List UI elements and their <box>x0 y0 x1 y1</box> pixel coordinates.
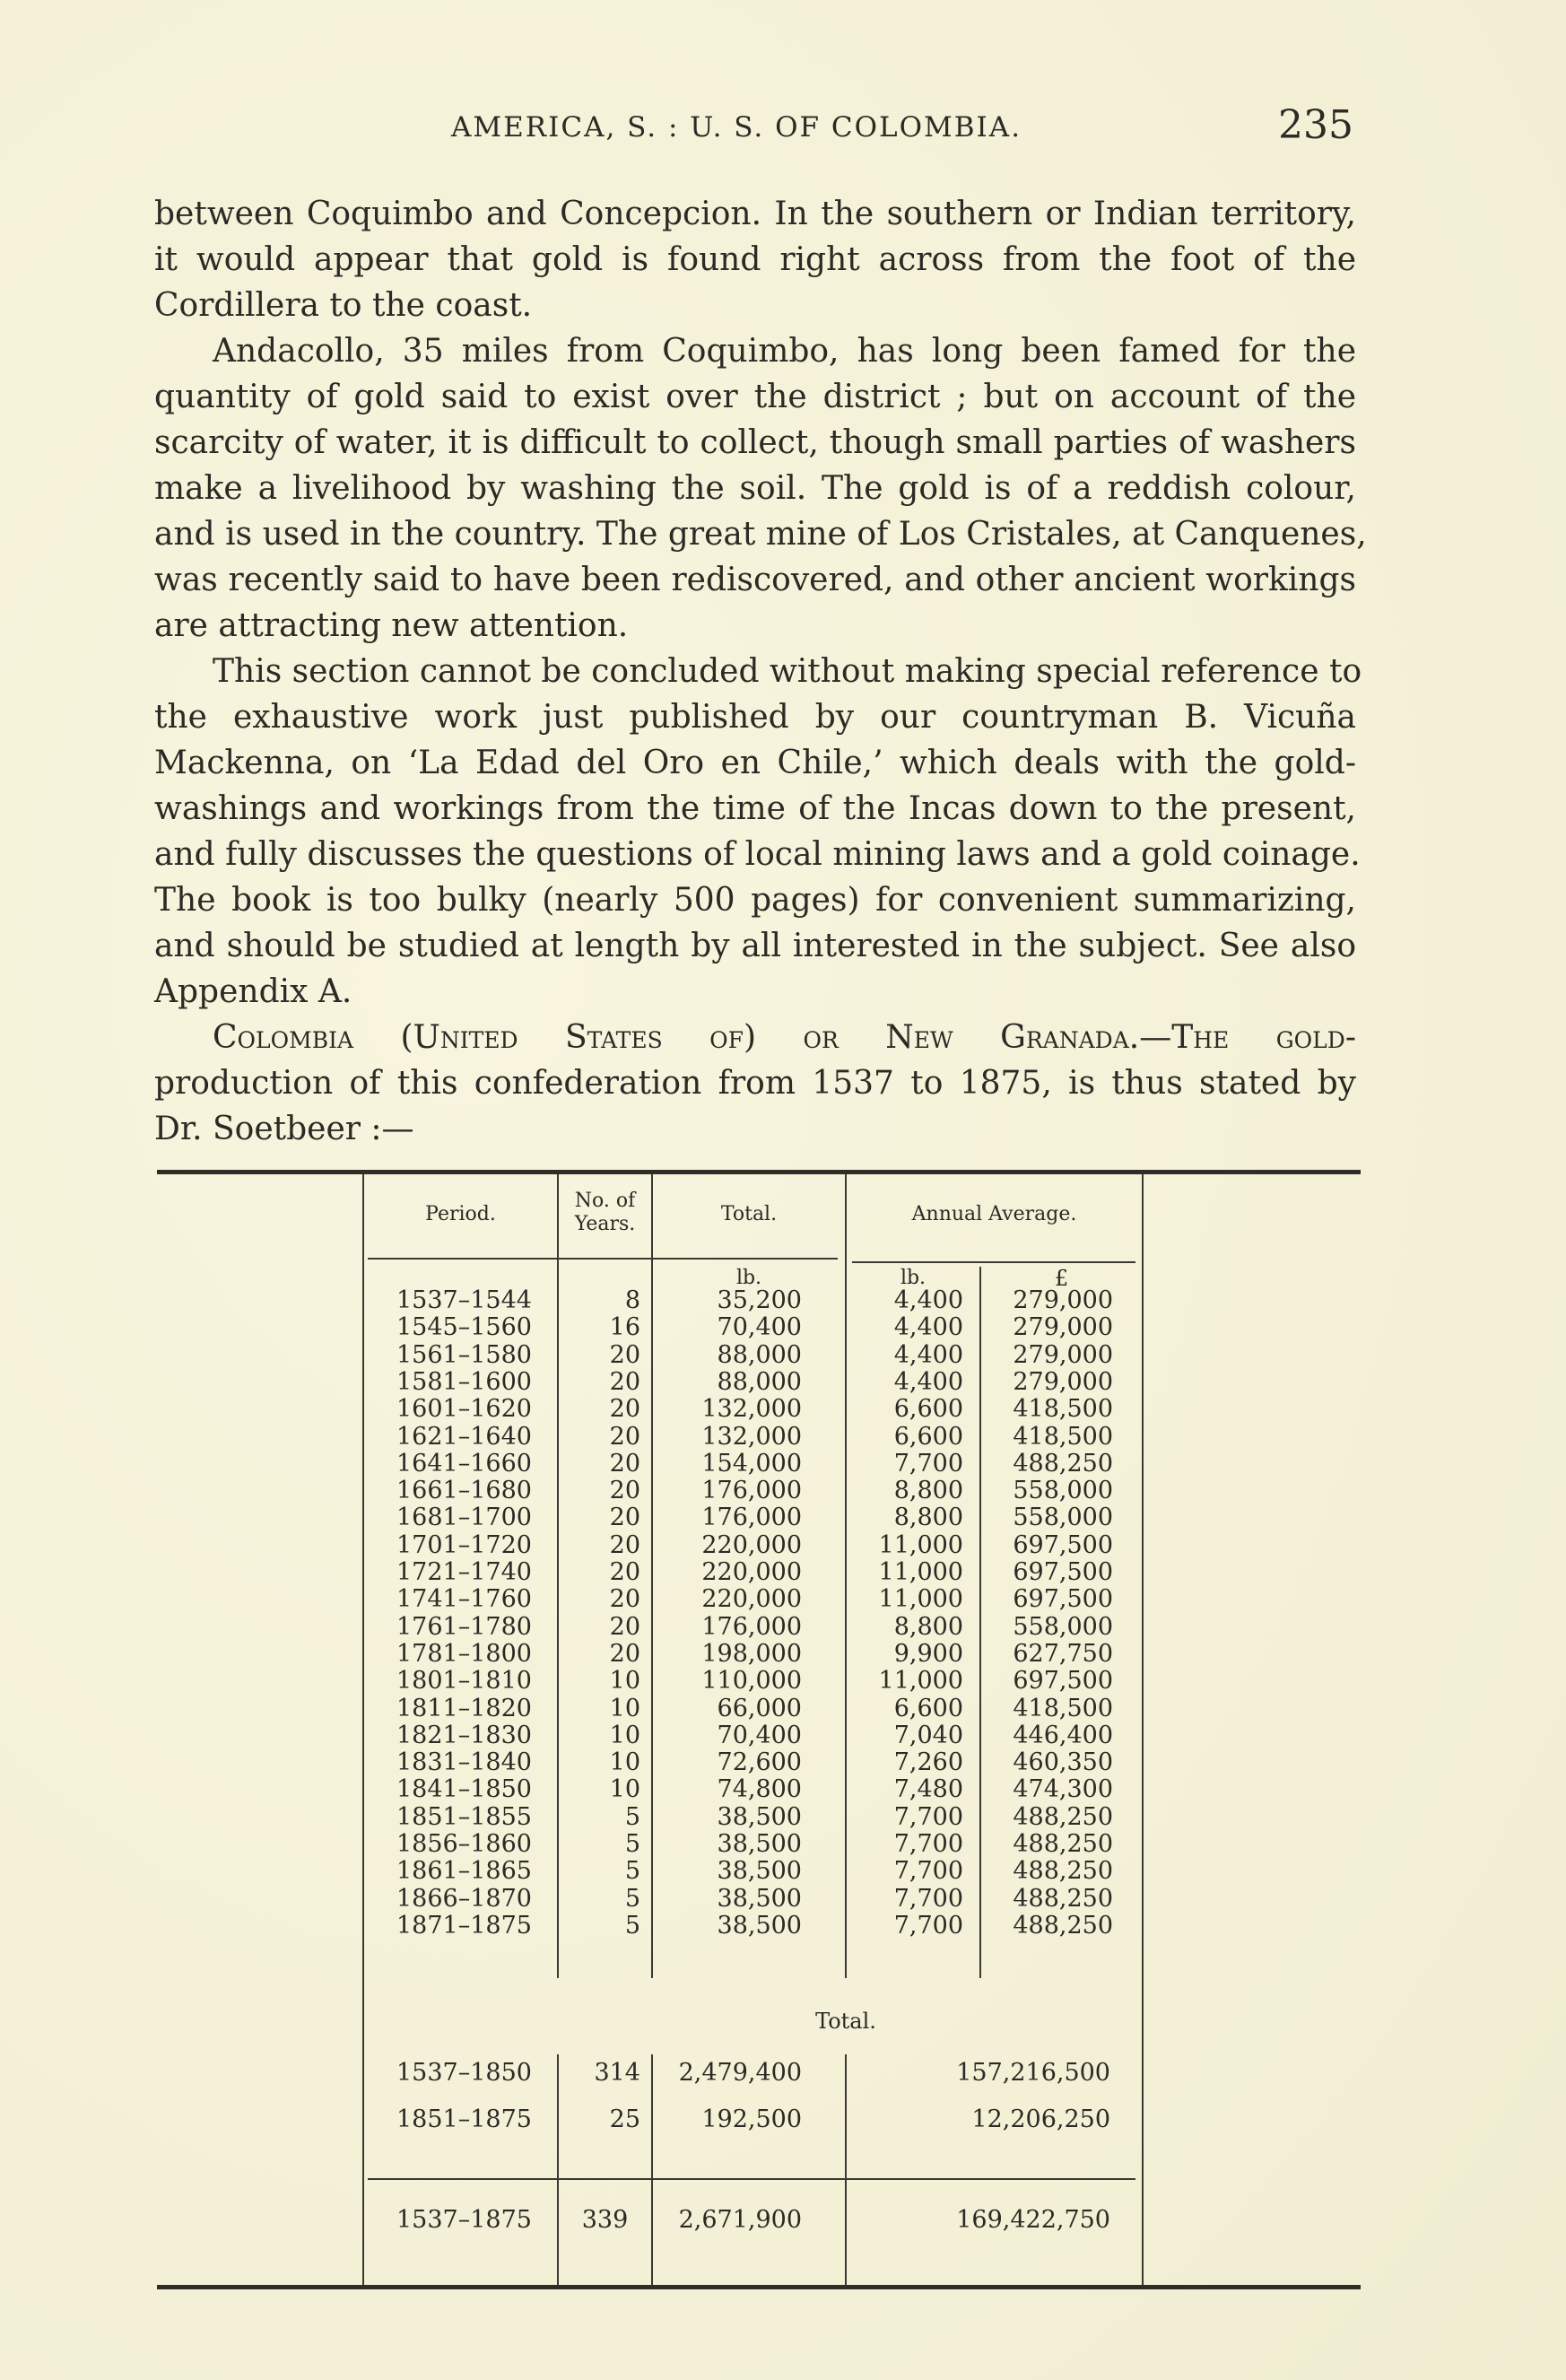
cell-total: 220,000 <box>701 1558 802 1586</box>
cell-total: 176,000 <box>701 1613 802 1641</box>
text-line: between Coquimbo and Concepcion. In the southern or Indian territory, <box>154 196 1356 232</box>
cell-years: 5 <box>624 1885 640 1913</box>
cell-period: 1861–1865 <box>396 1857 532 1885</box>
subtotal-total: 192,500 <box>701 2105 802 2133</box>
subtotal-years: 25 <box>609 2105 640 2133</box>
cell-total: 38,500 <box>717 1885 802 1913</box>
cell-period: 1801–1810 <box>396 1667 532 1695</box>
cell-period: 1537–1544 <box>396 1286 532 1314</box>
cell-total: 38,500 <box>717 1830 802 1858</box>
cell-avg-lb: 11,000 <box>878 1667 963 1695</box>
header-underline <box>852 1261 1135 1263</box>
cell-period: 1661–1680 <box>396 1477 532 1504</box>
cell-period: 1866–1870 <box>396 1885 532 1913</box>
cell-total: 70,400 <box>717 1313 802 1341</box>
grand-total-years: 339 <box>581 2206 629 2234</box>
subtotal-total: 2,479,400 <box>678 2059 802 2087</box>
cell-period: 1856–1860 <box>396 1830 532 1858</box>
cell-total: 38,500 <box>717 1857 802 1885</box>
cell-avg-gbp: 446,400 <box>1013 1722 1113 1749</box>
column-divider <box>651 2054 653 2285</box>
cell-years: 10 <box>609 1667 640 1695</box>
cell-period: 1601–1620 <box>396 1395 532 1423</box>
cell-avg-gbp: 279,000 <box>1013 1341 1113 1369</box>
unit-avg-gbp: £ <box>1054 1266 1069 1291</box>
text-line: production of this confederation from 1537 to 1875, is thus stated by <box>154 1065 1356 1102</box>
cell-period: 1545–1560 <box>396 1313 532 1341</box>
running-head-title: AMERICA, S. : U. S. OF COLOMBIA. <box>451 111 1022 144</box>
table-bottom-rule <box>157 2285 1361 2289</box>
cell-years: 8 <box>624 1286 640 1314</box>
cell-period: 1851–1855 <box>396 1803 532 1831</box>
column-divider <box>979 1267 981 1978</box>
cell-avg-gbp: 697,500 <box>1013 1667 1113 1695</box>
cell-avg-lb: 7,700 <box>893 1803 963 1831</box>
cell-total: 220,000 <box>701 1585 802 1613</box>
cell-avg-gbp: 488,250 <box>1013 1885 1113 1913</box>
cell-total: 38,500 <box>717 1912 802 1940</box>
page-number: 235 <box>1278 102 1353 148</box>
text-line: Mackenna, on ‘La Edad del Oro en Chile,’ which deals with the gold- <box>154 745 1356 781</box>
cell-avg-gbp: 697,500 <box>1013 1531 1113 1559</box>
cell-years: 10 <box>609 1722 640 1749</box>
table-left-border <box>362 1174 364 2285</box>
text-line: Dr. Soetbeer :— <box>154 1111 414 1147</box>
cell-period: 1621–1640 <box>396 1423 532 1451</box>
cell-avg-gbp: 697,500 <box>1013 1558 1113 1586</box>
cell-period: 1841–1850 <box>396 1775 532 1803</box>
cell-total: 198,000 <box>701 1640 802 1668</box>
cell-years: 20 <box>609 1640 640 1668</box>
cell-years: 10 <box>609 1748 640 1776</box>
cell-avg-gbp: 488,250 <box>1013 1830 1113 1858</box>
cell-avg-lb: 11,000 <box>878 1558 963 1586</box>
cell-avg-gbp: 279,000 <box>1013 1286 1113 1314</box>
grand-total-total: 2,671,900 <box>678 2206 802 2234</box>
text-line: The book is too bulky (nearly 500 pages) for convenient summarizing, <box>154 882 1356 919</box>
header-annual-average: Annual Average. <box>911 1203 1077 1225</box>
cell-years: 5 <box>624 1857 640 1885</box>
cell-period: 1871–1875 <box>396 1912 532 1940</box>
cell-avg-gbp: 279,000 <box>1013 1313 1113 1341</box>
section-heading-line: Colombia (United States of) or New Granada.—The gold- <box>213 1019 1356 1056</box>
subtotal-gbp: 157,216,500 <box>956 2059 1110 2087</box>
cell-total: 70,400 <box>717 1722 802 1749</box>
cell-period: 1721–1740 <box>396 1558 532 1586</box>
cell-avg-lb: 7,700 <box>893 1857 963 1885</box>
cell-avg-gbp: 697,500 <box>1013 1585 1113 1613</box>
header-total: Total. <box>720 1203 778 1225</box>
text-line: Andacollo, 35 miles from Coquimbo, has long been famed for the <box>213 333 1356 370</box>
cell-avg-gbp: 627,750 <box>1013 1640 1113 1668</box>
cell-years: 5 <box>624 1830 640 1858</box>
header-period: Period. <box>425 1203 496 1225</box>
cell-avg-gbp: 488,250 <box>1013 1857 1113 1885</box>
cell-avg-lb: 7,040 <box>893 1722 963 1749</box>
subtotal-period: 1851–1875 <box>396 2105 532 2133</box>
cell-period: 1641–1660 <box>396 1450 532 1478</box>
text-line: scarcity of water, it is difficult to collect, though small parties of washers <box>154 424 1356 461</box>
cell-avg-gbp: 418,500 <box>1013 1423 1113 1451</box>
cell-avg-lb: 4,400 <box>893 1341 963 1369</box>
text-line: and should be studied at length by all interested in the subject. See also <box>154 928 1356 964</box>
cell-total: 132,000 <box>701 1423 802 1451</box>
cell-avg-gbp: 488,250 <box>1013 1912 1113 1940</box>
cell-years: 20 <box>609 1341 640 1369</box>
cell-total: 66,000 <box>717 1695 802 1722</box>
cell-years: 20 <box>609 1585 640 1613</box>
cell-avg-gbp: 558,000 <box>1013 1613 1113 1641</box>
cell-avg-lb: 8,800 <box>893 1504 963 1531</box>
column-divider <box>651 1174 653 1978</box>
cell-avg-lb: 4,400 <box>893 1368 963 1396</box>
cell-period: 1761–1780 <box>396 1613 532 1641</box>
column-divider <box>845 2054 847 2285</box>
cell-avg-lb: 8,800 <box>893 1613 963 1641</box>
cell-period: 1811–1820 <box>396 1695 532 1722</box>
grand-total-period: 1537–1875 <box>396 2206 532 2234</box>
text-line: quantity of gold said to exist over the district ; but on account of the <box>154 379 1356 415</box>
cell-total: 88,000 <box>717 1368 802 1396</box>
totals-separator <box>368 2178 1135 2180</box>
text-line: washings and workings from the time of the Incas down to the present, <box>154 790 1356 827</box>
cell-avg-gbp: 418,500 <box>1013 1395 1113 1423</box>
cell-years: 20 <box>609 1477 640 1504</box>
subtotal-gbp: 12,206,250 <box>971 2105 1110 2133</box>
cell-period: 1821–1830 <box>396 1722 532 1749</box>
table-right-border <box>1142 1174 1144 2285</box>
cell-avg-lb: 7,700 <box>893 1830 963 1858</box>
cell-years: 10 <box>609 1775 640 1803</box>
column-divider <box>557 1174 559 1978</box>
cell-avg-gbp: 488,250 <box>1013 1803 1113 1831</box>
cell-avg-gbp: 488,250 <box>1013 1450 1113 1478</box>
cell-years: 20 <box>609 1504 640 1531</box>
cell-avg-lb: 7,480 <box>893 1775 963 1803</box>
cell-avg-lb: 7,700 <box>893 1885 963 1913</box>
cell-total: 132,000 <box>701 1395 802 1423</box>
cell-avg-gbp: 460,350 <box>1013 1748 1113 1776</box>
cell-years: 20 <box>609 1531 640 1559</box>
header-years-line2: Years. <box>574 1213 636 1235</box>
cell-avg-lb: 4,400 <box>893 1313 963 1341</box>
cell-avg-lb: 7,700 <box>893 1912 963 1940</box>
table-top-rule <box>157 1170 1361 1174</box>
cell-total: 88,000 <box>717 1341 802 1369</box>
cell-years: 10 <box>609 1695 640 1722</box>
cell-period: 1561–1580 <box>396 1341 532 1369</box>
cell-period: 1741–1760 <box>396 1585 532 1613</box>
cell-avg-lb: 4,400 <box>893 1286 963 1314</box>
text-line: are attracting new attention. <box>154 607 629 644</box>
cell-avg-lb: 6,600 <box>893 1695 963 1722</box>
cell-years: 20 <box>609 1558 640 1586</box>
cell-avg-lb: 6,600 <box>893 1423 963 1451</box>
text-line: Cordillera to the coast. <box>154 287 533 324</box>
cell-period: 1581–1600 <box>396 1368 532 1396</box>
text-line: This section cannot be concluded without making special reference to <box>213 653 1362 690</box>
cell-years: 20 <box>609 1423 640 1451</box>
cell-avg-gbp: 418,500 <box>1013 1695 1113 1722</box>
cell-period: 1681–1700 <box>396 1504 532 1531</box>
column-divider <box>557 2054 559 2285</box>
cell-years: 5 <box>624 1912 640 1940</box>
text-line: the exhaustive work just published by our countryman B. Vicuña <box>154 699 1356 736</box>
cell-avg-lb: 9,900 <box>893 1640 963 1668</box>
cell-period: 1781–1800 <box>396 1640 532 1668</box>
unit-avg-lb: lb. <box>900 1267 927 1289</box>
cell-avg-lb: 7,700 <box>893 1450 963 1478</box>
cell-total: 176,000 <box>701 1504 802 1531</box>
header-underline <box>368 1258 838 1260</box>
cell-avg-lb: 11,000 <box>878 1585 963 1613</box>
cell-total: 110,000 <box>701 1667 802 1695</box>
cell-period: 1701–1720 <box>396 1531 532 1559</box>
subtotal-period: 1537–1850 <box>396 2059 532 2087</box>
text-line: and fully discusses the questions of local mining laws and a gold coinage. <box>154 836 1361 873</box>
cell-total: 35,200 <box>717 1286 802 1314</box>
cell-avg-lb: 6,600 <box>893 1395 963 1423</box>
cell-total: 220,000 <box>701 1531 802 1559</box>
cell-avg-gbp: 558,000 <box>1013 1504 1113 1531</box>
cell-years: 20 <box>609 1368 640 1396</box>
cell-avg-lb: 11,000 <box>878 1531 963 1559</box>
cell-total: 72,600 <box>717 1748 802 1776</box>
unit-total-lb: lb. <box>735 1267 762 1289</box>
totals-label: Total. <box>815 2009 876 2034</box>
text-line: was recently said to have been rediscovered, and other ancient workings <box>154 562 1356 598</box>
text-line: make a livelihood by washing the soil. The gold is of a reddish colour, <box>154 470 1356 507</box>
cell-avg-gbp: 558,000 <box>1013 1477 1113 1504</box>
cell-years: 20 <box>609 1613 640 1641</box>
column-divider <box>845 1174 847 1978</box>
cell-total: 154,000 <box>701 1450 802 1478</box>
text-line: and is used in the country. The great mine of Los Cristales, at Canquenes, <box>154 516 1367 553</box>
grand-total-gbp: 169,422,750 <box>956 2206 1110 2234</box>
cell-years: 16 <box>609 1313 640 1341</box>
cell-avg-gbp: 279,000 <box>1013 1368 1113 1396</box>
cell-avg-lb: 7,260 <box>893 1748 963 1776</box>
cell-years: 20 <box>609 1395 640 1423</box>
cell-avg-gbp: 474,300 <box>1013 1775 1113 1803</box>
cell-years: 5 <box>624 1803 640 1831</box>
text-line: it would appear that gold is found right across from the foot of the <box>154 241 1356 278</box>
cell-total: 38,500 <box>717 1803 802 1831</box>
cell-total: 74,800 <box>717 1775 802 1803</box>
subtotal-years: 314 <box>594 2059 640 2087</box>
cell-period: 1831–1840 <box>396 1748 532 1776</box>
cell-avg-lb: 8,800 <box>893 1477 963 1504</box>
cell-total: 176,000 <box>701 1477 802 1504</box>
cell-years: 20 <box>609 1450 640 1478</box>
header-years-line1: No. of <box>574 1190 636 1212</box>
text-line: Appendix A. <box>154 973 352 1010</box>
